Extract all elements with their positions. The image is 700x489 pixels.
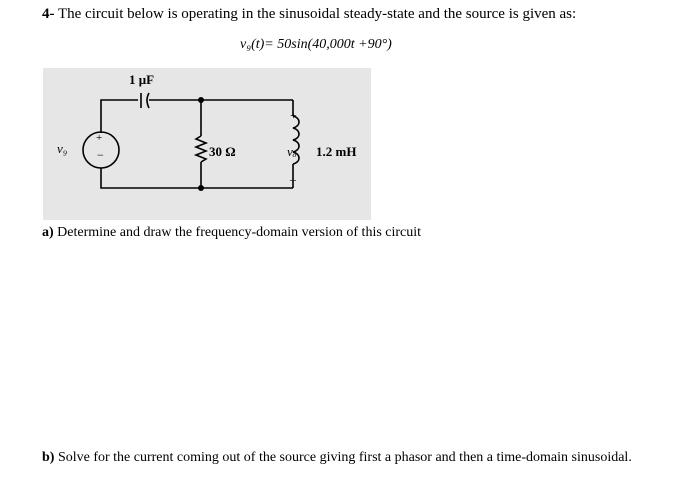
part-b <box>42 450 632 466</box>
part-a-label: a) <box>42 225 54 240</box>
part-a-text: Determine and draw the frequency-domain version of this circuit <box>57 225 422 240</box>
problem-heading <box>42 6 576 23</box>
output-minus: – <box>290 172 296 186</box>
resistor-zigzag <box>196 136 206 162</box>
source-minus: − <box>97 148 104 162</box>
inductor-label: 1.2 mH <box>316 144 357 159</box>
part-b-text: Solve for the current coming out of the source giving first a phasor and then a time-domain sinusoidal. <box>57 450 632 465</box>
source-equation: v₉(t)= 50sin(40,000t +90°) <box>240 37 392 52</box>
junction-top <box>198 97 204 103</box>
output-voltage-label: vₒ <box>287 144 297 159</box>
problem-number: 4- <box>42 6 55 22</box>
junction-bottom <box>198 185 204 191</box>
part-b-label: b) <box>42 450 55 465</box>
source-plus: + <box>96 132 103 144</box>
source-label: v₉ <box>57 141 68 156</box>
problem-statement: The circuit below is operating in the sinusoidal steady-state and the source is given as: <box>57 6 577 22</box>
circuit-diagram <box>43 68 371 220</box>
wire-top-left <box>101 100 138 123</box>
capacitor-plate-right <box>147 93 149 108</box>
output-plus: + <box>290 108 297 122</box>
resistor-label: 30 Ω <box>209 144 236 159</box>
capacitor-label: 1 μF <box>129 72 155 87</box>
part-a <box>42 225 421 241</box>
wire-source-bottom <box>101 168 201 188</box>
